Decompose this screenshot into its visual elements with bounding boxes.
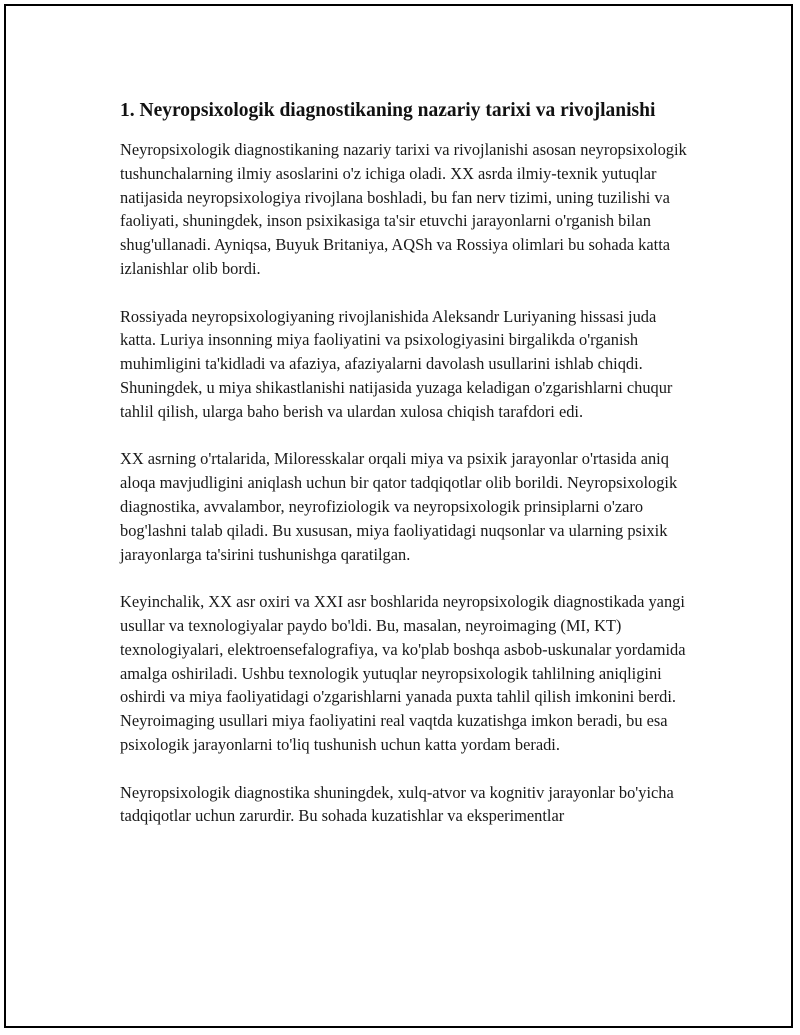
paragraph-5: Neyropsixologik diagnostika shuningdek, xulq-atvor va kognitiv jarayonlar bo'yicha tadqiqotlar uchun zarurdir. Bu sohada kuzatishlar va eksperimentlar (120, 782, 674, 826)
paragraph-4: Keyinchalik, XX asr oxiri va XXI asr boshlarida neyropsixologik diagnostikada yangi usullar va texnologiyalar paydo bo'ldi. Bu, masalan, neyroimaging (MI, KT) texnologiyalari, elektroensefalografiya, va ko'plab boshqa asbob-uskunalar yordamida amalga oshiriladi. Ushbu texnologik yutuqlar neyropsixologik tahlilning aniqligini oshirdi va miya faoliyatidagi o'zgarishlarni yanada puxta tahlil qilish imkonini berdi. Neyroimaging usullari miya faoliyatini real vaqtda kuzatishga imkon beradi, bu esa psixologik jarayonlarni to'liq tushunish uchun katta yordam beradi. (120, 592, 686, 754)
paragraph-1: Neyropsixologik diagnostikaning nazariy tarixi va rivojlanishi asosan neyropsixologik tushunchalarning ilmiy asoslarini o'z ichiga oladi. XX asrda ilmiy-texnik yutuqlar natijasida neyropsixologiya rivojlana boshladi, bu fan nerv tizimi, uning tuzilishi va faoliyati, shuningdek, inson psixikasiga ta'sir etuvchi jarayonlarni o'rganish bilan shug'ullanadi. Ayniqsa, Buyuk Britaniya, AQSh va Rossiya olimlari bu sohada katta izlanishlar olib bordi. (120, 140, 687, 278)
document-page (4, 4, 793, 1028)
paragraph-2: Rossiyada neyropsixologiyaning rivojlanishida Aleksandr Luriyaning hissasi juda katta. Luriya insonning miya faoliyatini va psixologiyasini birgalikda o'rganish muhimligini ta'kidladi va afaziya, afaziyalarni davolash usullarini ishlab chiqdi. Shuningdek, u miya shikastlanishi natijasida yuzaga keladigan o'zgarishlarni chuqur tahlil qilish, ularga baho berish va ulardan xulosa chiqish tarafdori edi. (120, 306, 673, 421)
section-heading: 1. Neyropsixologik diagnostikaning nazariy tarixi va rivojlanishi (120, 100, 656, 121)
paragraph-3: XX asrning o'rtalarida, Miloresskalar orqali miya va psixik jarayonlar o'rtasida aniq aloqa mavjudligini aniqlash uchun bir qator tadqiqotlar olib borildi. Neyropsixologik diagnostika, avvalambor, neyrofiziologik va neyropsixologik prinsiplarni o'zaro bog'lashni talab qiladi. Bu xususan, miya faoliyatidagi nuqsonlar va ularning psixik jarayonlarga ta'sirini tushunishga qaratilgan. (120, 449, 678, 564)
document-body (120, 98, 695, 852)
